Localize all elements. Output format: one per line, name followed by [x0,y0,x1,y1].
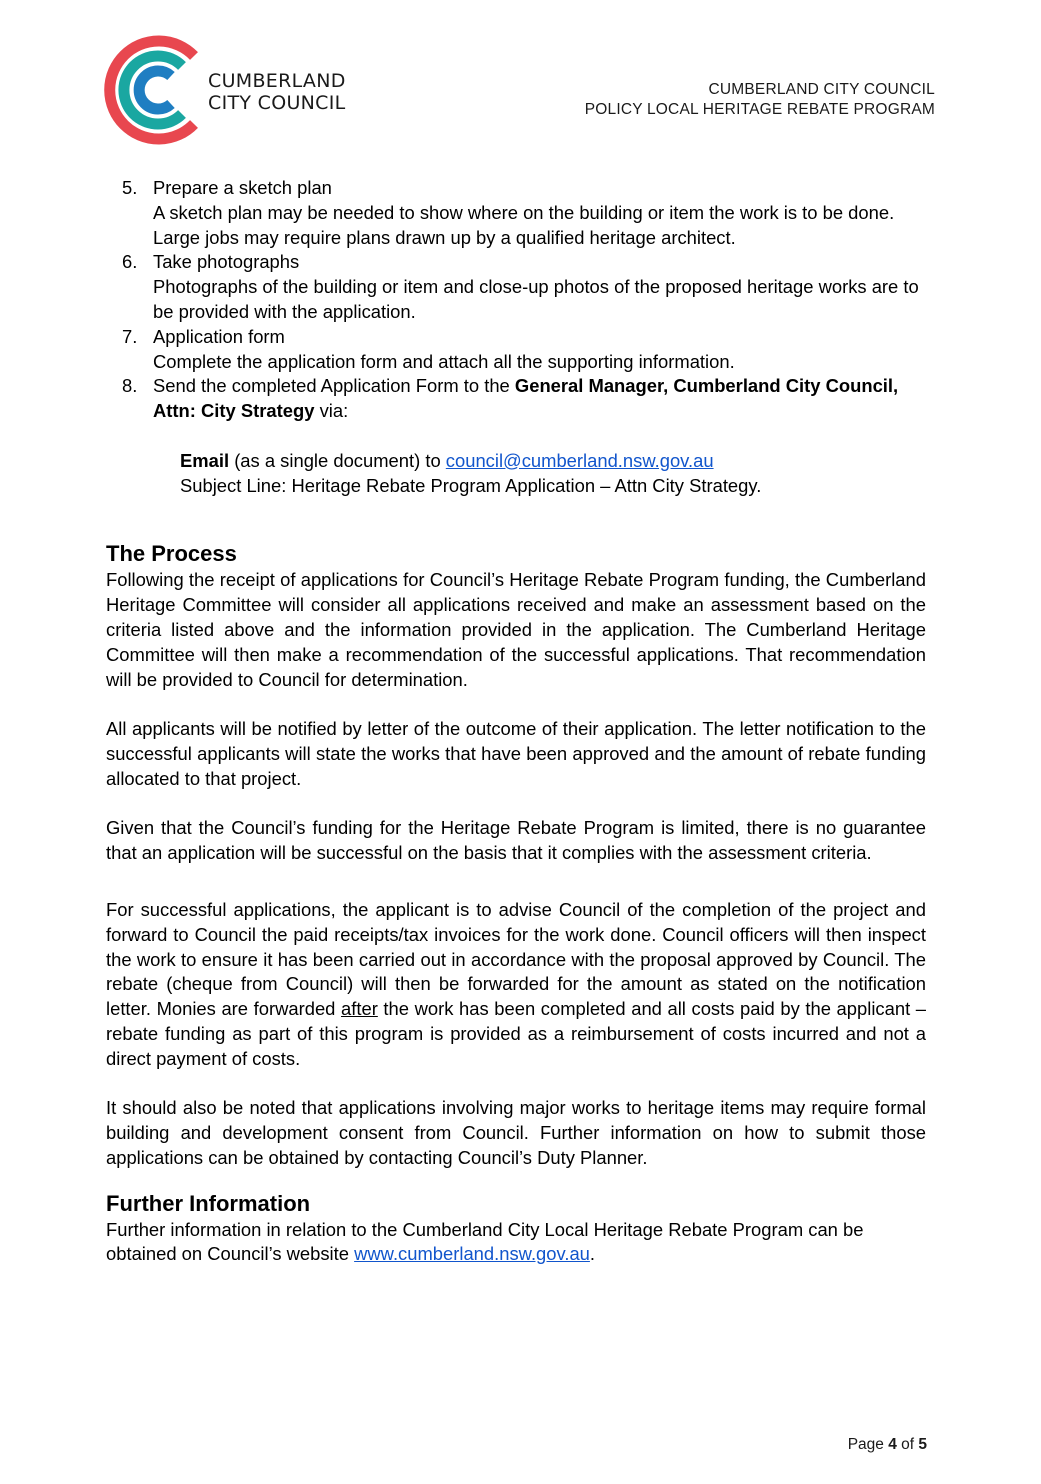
process-paragraph-5: It should also be noted that applications involving major works to heritage items may require formal building and development consent from Council. Further information on how to submit those applications can be obtained by contacting Council’s Duty Planner. [106,1097,926,1168]
list-item [106,325,926,375]
emphasis-after: after [341,998,378,1020]
paragraph-text-end: the work has been completed and all costs paid by the applicant – rebate funding as part of this program is provided as a reimbursement of costs incurred and not a direct payment of costs. [106,998,927,1069]
step-number: 5. [122,177,138,198]
email-link[interactable]: council@cumberland.nsw.gov.au [445,449,714,471]
header-doc-title: POLICY LOCAL HERITAGE REBATE PROGRAM [584,101,935,118]
council-logo-mark [104,34,208,146]
paragraph-text: Further information in relation to the Cumberland City Local Heritage Rebate Program can be obtained on Council’s website [106,1218,864,1265]
step-title: Prepare a sketch plan [153,177,332,198]
further-information-paragraph [106,1218,926,1268]
email-text: (as a single document) to [229,449,446,471]
step-body: Complete the application form and attach all the supporting information. [153,350,735,372]
step-number: 7. [122,325,138,347]
logo-line-1: CUMBERLAND [208,70,346,92]
subject-line: Subject Line: Heritage Rebate Program Application – Attn City Strategy. [180,474,762,496]
section-heading-further-information: Further Information [106,1190,311,1216]
step-text-end: via: [314,400,349,422]
step-title: Take photographs [153,251,300,273]
website-link[interactable]: www.cumberland.nsw.gov.au [354,1243,590,1265]
application-steps-list [106,176,926,424]
step-text: Send the completed Application Form to the [153,375,515,397]
logo-line-2: CITY COUNCIL [208,92,346,114]
process-paragraph-4 [106,898,926,1072]
step-body: A sketch plan may be needed to show where on the building or item the work is to be done. Large jobs may require plans drawn up by a qualified heritage architect. [153,201,895,248]
page-word: Page [847,1436,889,1453]
of-word: of [896,1436,919,1453]
header-org: CUMBERLAND CITY COUNCIL [708,81,935,98]
page-total: 5 [918,1436,927,1453]
list-item [106,374,926,424]
process-paragraph-2: All applicants will be notified by letter of the outcome of their application. The letter notification to the successful applicants will state the works that have been approved and the amount of rebate funding allocated to that project. [106,718,926,789]
step-title: Application form [153,325,285,347]
list-item [106,176,926,250]
page-body [106,176,926,1267]
email-label: Email [180,449,230,471]
recipient-name: General Manager, Cumberland City Council, Attn: City Strategy [153,375,899,422]
step-body: Photographs of the building or item and close-up photos of the proposed heritage works are to be provided with the application. [153,276,919,322]
logo-wordmark [208,70,346,114]
email-line [180,449,926,474]
process-paragraph-1: Following the receipt of applications for Council’s Heritage Rebate Program funding, the Cumberland Heritage Committee will consider all applications received and make an assessment based on the criteria listed above and the information provided in the application. The Cumberland Heritage Committee will then make a recommendation of the successful applications. That recommendation will be provided to Council for determination. [106,569,926,690]
step-number: 6. [122,251,138,273]
paragraph-text-end: . [589,1243,596,1265]
contact-block [106,449,926,499]
section-heading-process: The Process [106,541,237,567]
step-body [153,374,926,424]
paragraph-text: For successful applications, the applicant is to advise Council of the completion of the project and forward to Council the paid receipts/tax invoices for the work done. Council officers will then inspect the work to ensure it has been carried out in accordance with the proposal approved by Council. The rebate (cheque from Council) will then be forwarded for the amount as stated on the notification letter. Monies are forwarded [106,898,926,1020]
document-header [585,80,935,120]
page-current: 4 [888,1436,897,1453]
step-number: 8. [122,375,138,397]
council-logo [104,34,364,146]
process-paragraph-3: Given that the Council’s funding for the Heritage Rebate Program is limited, there is no guarantee that an application will be successful on the basis that it complies with the assessment criteria. [106,817,926,864]
list-item [106,250,926,324]
page-number [848,1436,927,1454]
